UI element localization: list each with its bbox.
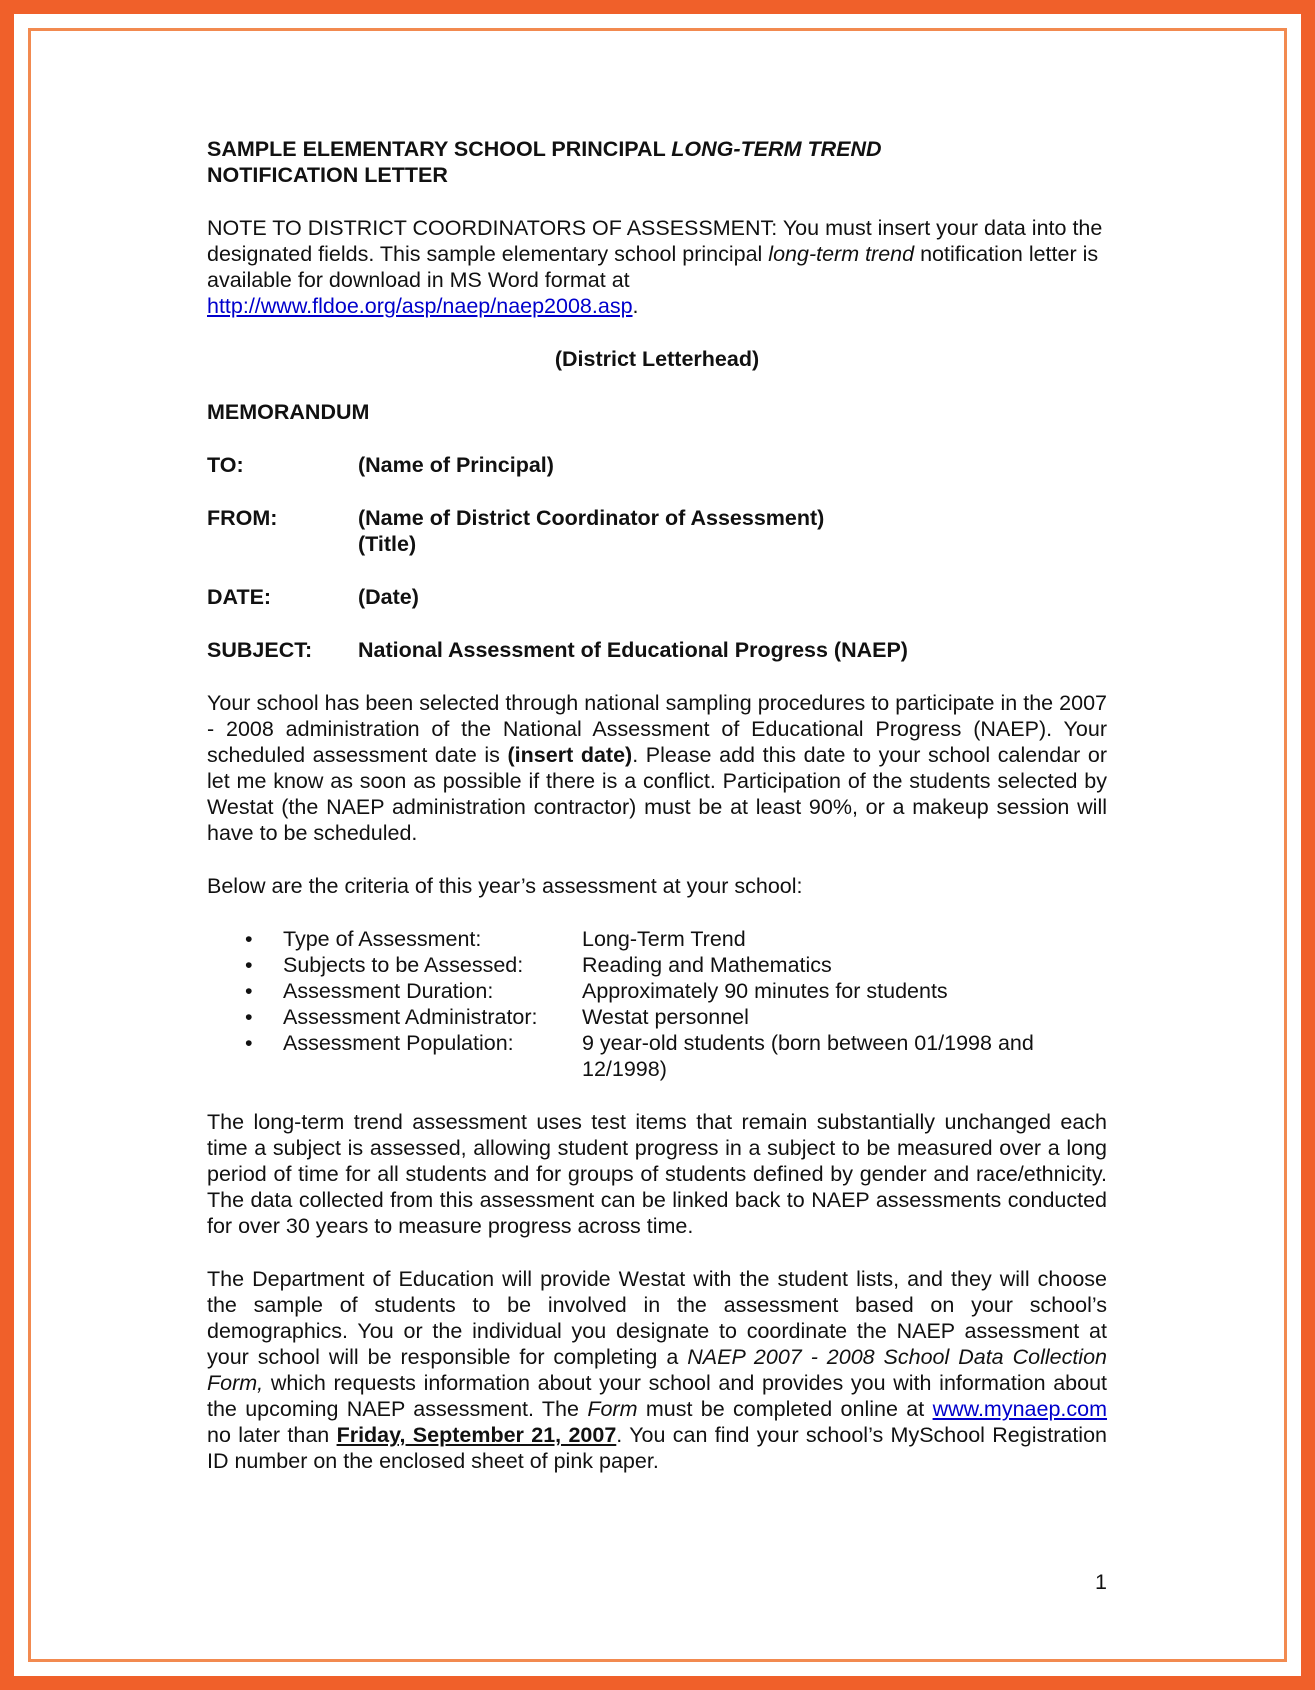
memo-from-label: FROM: bbox=[207, 506, 278, 530]
form-name: NAEP 2007 - 2008 School Data Collection Form, bbox=[207, 1345, 1107, 1395]
para3-e: . You can find your school’s MySchool Registration ID number on the enclosed sheet of pink paper. bbox=[207, 1423, 1107, 1473]
list-item bbox=[207, 952, 1107, 978]
note-text-a: NOTE TO DISTRICT COORDINATORS OF ASSESSMENT: You must insert your data into the designated fields. This sample elementary school principal bbox=[207, 216, 1103, 266]
document-title bbox=[207, 136, 1107, 188]
bullet-icon: • bbox=[245, 927, 253, 951]
list-item bbox=[207, 978, 1107, 1004]
title-line1-a: SAMPLE ELEMENTARY SCHOOL PRINCIPAL bbox=[207, 137, 672, 161]
note-to-coordinators bbox=[207, 215, 1107, 319]
criteria-value: 9 year-old students (born between 01/1998 and 12/1998) bbox=[582, 1031, 1034, 1081]
memo-from-title: (Title) bbox=[358, 532, 417, 556]
criteria-value: Approximately 90 minutes for students bbox=[582, 979, 948, 1003]
paragraph-selection bbox=[207, 690, 1107, 846]
para1-a: Your school has been selected through national sampling procedures to participate in the 2007 - 2008 administration of the National Assessment of Educational Progress (NAEP). Your scheduled assessment date is bbox=[207, 691, 1107, 767]
note-italic: long-term trend bbox=[768, 242, 915, 266]
bullet-icon: • bbox=[245, 1031, 253, 1055]
memorandum-heading: MEMORANDUM bbox=[207, 400, 370, 424]
memo-date-label: DATE: bbox=[207, 585, 272, 609]
note-text-b: notification letter is available for download in MS Word format at bbox=[207, 242, 1099, 292]
criteria-label: Assessment Duration: bbox=[283, 979, 494, 1003]
memo-to-label: TO: bbox=[207, 453, 244, 477]
list-item bbox=[207, 1004, 1107, 1030]
para1-b: . Please add this date to your school calendar or let me know as soon as possible if there is a conflict. Participation of the students selected by Westat (the NAEP administration contractor) must be at least 90%, or a makeup session will have to be scheduled. bbox=[207, 743, 1107, 845]
criteria-label: Type of Assessment: bbox=[283, 927, 482, 951]
criteria-value: Westat personnel bbox=[582, 1005, 749, 1029]
letter-page bbox=[207, 136, 1107, 1474]
note-end: . bbox=[632, 294, 639, 318]
para3-d: no later than bbox=[207, 1423, 337, 1447]
list-item bbox=[207, 926, 1107, 952]
paragraph-data-collection bbox=[207, 1266, 1107, 1474]
mynaep-link[interactable]: www.mynaep.com bbox=[932, 1397, 1108, 1421]
para3-b: which requests information about your school and provides you with information about the upcoming NAEP assessment. The bbox=[207, 1371, 1107, 1421]
deadline-date: Friday, September 21, 2007 bbox=[336, 1423, 617, 1447]
criteria-label: Assessment Population: bbox=[283, 1031, 514, 1055]
criteria-label: Subjects to be Assessed: bbox=[283, 953, 524, 977]
memo-to-value: (Name of Principal) bbox=[358, 453, 554, 477]
memo-from-row bbox=[207, 505, 1107, 557]
para3-c: must be completed online at bbox=[637, 1397, 933, 1421]
criteria-list bbox=[207, 926, 1107, 1082]
criteria-label: Assessment Administrator: bbox=[283, 1005, 538, 1029]
page-number: 1 bbox=[1095, 1570, 1107, 1594]
criteria-value: Long-Term Trend bbox=[582, 927, 746, 951]
title-line1-b: LONG-TERM TREND bbox=[671, 137, 882, 161]
memo-subject-row bbox=[207, 637, 1107, 663]
bullet-icon: • bbox=[245, 1005, 253, 1029]
form-word: Form bbox=[587, 1397, 638, 1421]
bullet-icon: • bbox=[245, 953, 253, 977]
memo-date-row bbox=[207, 584, 1107, 610]
memo-from-name: (Name of District Coordinator of Assessment) bbox=[358, 506, 825, 530]
memo-subject-label: SUBJECT: bbox=[207, 638, 313, 662]
bullet-icon: • bbox=[245, 979, 253, 1003]
title-line2: NOTIFICATION LETTER bbox=[207, 163, 448, 187]
criteria-intro: Below are the criteria of this year’s assessment at your school: bbox=[207, 874, 803, 898]
list-item bbox=[207, 1030, 1107, 1082]
criteria-value: Reading and Mathematics bbox=[582, 953, 832, 977]
paragraph-long-term-trend: The long-term trend assessment uses test items that remain substantially unchanged each time a subject is assessed, allowing student progress in a subject to be measured over a long period of time for all students and for groups of students defined by gender and race/ethnicity. The data collected from this assessment can be linked back to NAEP assessments conducted for over 30 years to measure progress across time. bbox=[207, 1110, 1107, 1238]
memo-date-value: (Date) bbox=[358, 585, 419, 609]
district-letterhead: (District Letterhead) bbox=[554, 347, 760, 371]
memo-from-value bbox=[358, 505, 1107, 557]
para3-a: The Department of Education will provide Westat with the student lists, and they will choose the sample of students to be involved in the assessment based on your school’s demographics. You or the individual you designate to coordinate the NAEP assessment at your school will be responsible for completing a bbox=[207, 1267, 1107, 1369]
memo-to-row bbox=[207, 452, 1107, 478]
memo-subject-value: National Assessment of Educational Progress (NAEP) bbox=[358, 638, 908, 662]
download-link[interactable]: http://www.fldoe.org/asp/naep/naep2008.asp bbox=[207, 294, 633, 318]
insert-date-placeholder: (insert date) bbox=[507, 743, 633, 767]
